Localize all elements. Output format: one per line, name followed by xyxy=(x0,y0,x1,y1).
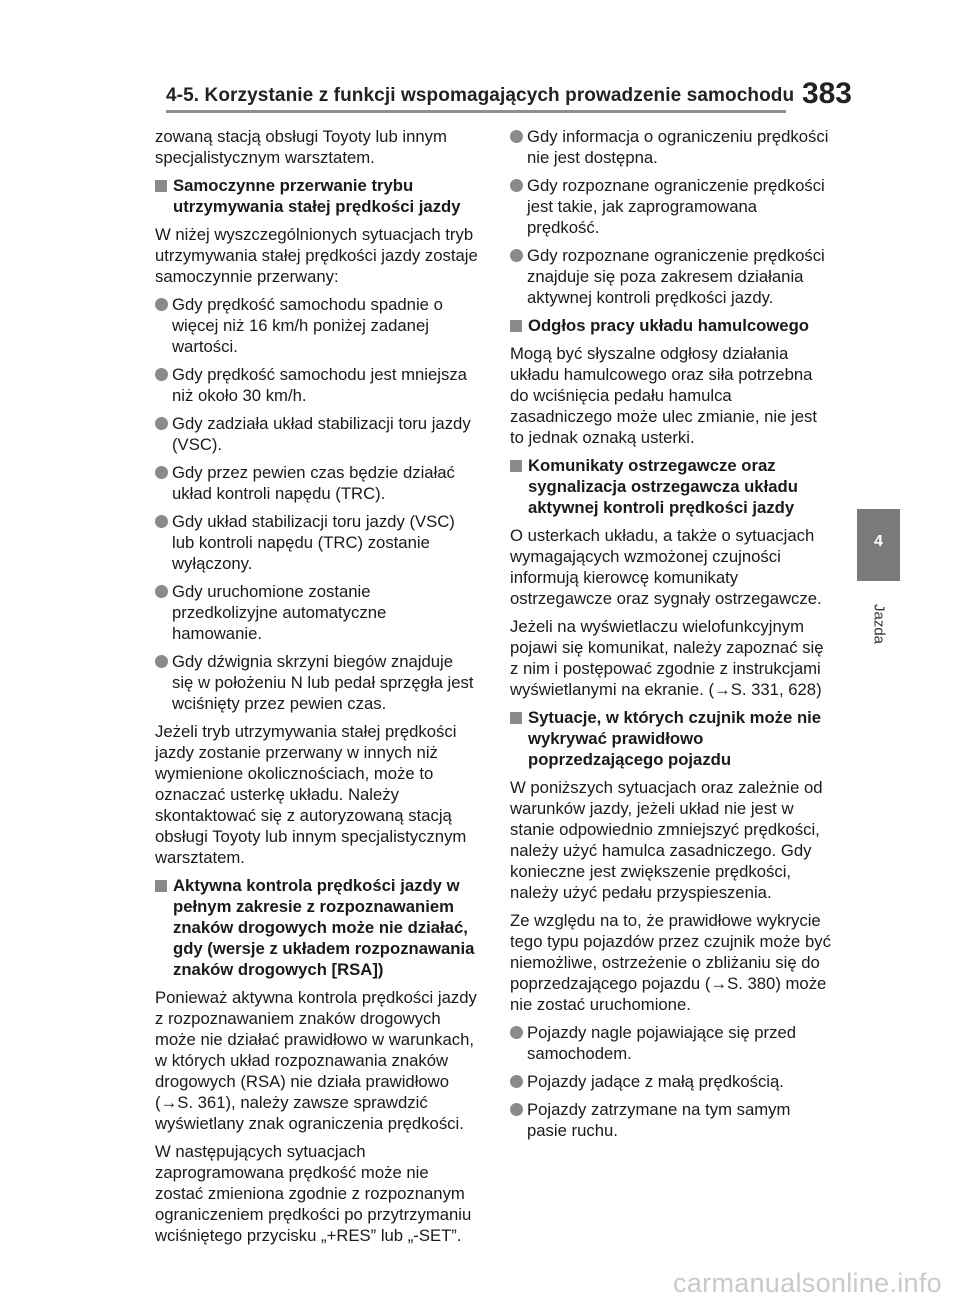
right-column xyxy=(510,126,833,1148)
bullet-item xyxy=(510,1099,833,1141)
section-heading xyxy=(155,875,478,980)
square-bullet-icon xyxy=(155,880,167,892)
section-title: 4-5. Korzystanie z funkcji wspomagających prowadzenie samochodu xyxy=(166,85,795,106)
bullet-item xyxy=(155,364,478,406)
paragraph: Ponieważ aktywna kontrola prędkości jazdy z rozpoznawaniem znaków drogowych może nie działać prawidłowo w warunkach, w których układ rozpoznawania znaków drogowych (RSA) nie działa prawidłowo (→S. 361), należy zawsze sprawdzić wyświetlany znak ograniczenia prędkości. xyxy=(155,988,477,1133)
circle-bullet-icon xyxy=(510,130,523,143)
page-header xyxy=(166,79,852,113)
paragraph: Jeżeli tryb utrzymywania stałej prędkości jazdy zostanie przerwany w innych niż wymienione okolicznościach, może to oznaczać usterkę układu. Należy skontaktować się z autoryzowaną stacją obsługi Toyoty lub innym specjalistycznym warsztatem. xyxy=(155,722,467,867)
bullet-item xyxy=(510,245,833,308)
circle-bullet-icon xyxy=(155,655,168,668)
circle-bullet-icon xyxy=(155,368,168,381)
chapter-label xyxy=(867,594,891,654)
bullet-text: Gdy układ stabilizacji toru jazdy (VSC) lub kontroli napędu (TRC) zostanie wyłączony. xyxy=(172,512,455,573)
circle-bullet-icon xyxy=(155,515,168,528)
bullet-item xyxy=(510,1071,833,1092)
heading-text: Komunikaty ostrzegawcze oraz sygnalizacja ostrzegawcza układu aktywnej kontroli prędkości jazdy xyxy=(528,456,798,517)
square-bullet-icon xyxy=(510,320,522,332)
square-bullet-icon xyxy=(510,712,522,724)
watermark: carmanualsonline.info xyxy=(673,1268,942,1298)
chapter-label-text: Jazda xyxy=(870,603,888,645)
paragraph: Jeżeli na wyświetlaczu wielofunkcyjnym pojawi się komunikat, należy zapoznać się z nim i postępować zgodnie z instrukcjami wyświetlanymi na ekranie. (→S. 331, 628) xyxy=(510,617,824,699)
bullet-text: Gdy zadziała układ stabilizacji toru jazdy (VSC). xyxy=(172,414,471,454)
page-number: 383 xyxy=(801,77,852,110)
bullet-text: Pojazdy jadące z małą prędkością. xyxy=(527,1072,784,1091)
paragraph: Ze względu na to, że prawidłowe wykrycie tego typu pojazdów przez czujnik może być niemożliwe, ostrzeżenie o zbliżaniu się do poprzedzającego pojazdu (→S. 380) może nie zostać uruchomione. xyxy=(510,911,831,1014)
chapter-number: 4 xyxy=(874,533,883,550)
heading-text: Odgłos pracy układu hamulcowego xyxy=(528,316,809,335)
circle-bullet-icon xyxy=(155,585,168,598)
chapter-tab[interactable] xyxy=(857,509,900,581)
bullet-text: Gdy prędkość samochodu jest mniejsza niż około 30 km/h. xyxy=(172,365,467,405)
bullet-item xyxy=(510,126,833,168)
heading-text: Sytuacje, w których czujnik może nie wykrywać prawidłowo poprzedzającego pojazdu xyxy=(528,708,822,769)
bullet-item xyxy=(510,175,833,238)
bullet-text: Gdy informacja o ograniczeniu prędkości nie jest dostępna. xyxy=(527,127,829,167)
paragraph: zowaną stacją obsługi Toyoty lub innym specjalistycznym warsztatem. xyxy=(155,127,447,167)
bullet-item xyxy=(155,511,478,574)
circle-bullet-icon xyxy=(155,298,168,311)
section-heading xyxy=(510,315,833,336)
circle-bullet-icon xyxy=(510,249,523,262)
bullet-item xyxy=(155,651,478,714)
bullet-text: Gdy prędkość samochodu spadnie o więcej niż 16 km/h poniżej zadanej wartości. xyxy=(172,295,443,356)
heading-text: Samoczynne przerwanie trybu utrzymywania stałej prędkości jazdy xyxy=(173,176,461,216)
section-heading xyxy=(155,175,478,217)
bullet-text: Gdy przez pewien czas będzie działać układ kontroli napędu (TRC). xyxy=(172,463,455,503)
bullet-text: Gdy rozpoznane ograniczenie prędkości znajduje się poza zakresem działania aktywnej kontroli prędkości jazdy. xyxy=(527,246,825,307)
paragraph: W następujących sytuacjach zaprogramowana prędkość może nie zostać zmieniona zgodnie z rozpoznanym ograniczeniem prędkości po przytrzymaniu wciśniętego przycisku „+RES” lub „-SET”. xyxy=(155,1142,472,1245)
bullet-text: Pojazdy zatrzymane na tym samym pasie ruchu. xyxy=(527,1100,791,1140)
bullet-text: Gdy uruchomione zostanie przedkolizyjne automatyczne hamowanie. xyxy=(172,582,387,643)
circle-bullet-icon xyxy=(510,1075,523,1088)
circle-bullet-icon xyxy=(510,1026,523,1039)
heading-text: Aktywna kontrola prędkości jazdy w pełnym zakresie z rozpoznawaniem znaków drogowych może nie działać, gdy (wersje z układem rozpoznawania znaków drogowych [RSA]) xyxy=(173,876,475,979)
paragraph: O usterkach układu, a także o sytuacjach wymagających wzmożonej czujności informują kierowcę komunikaty ostrzegawcze oraz sygnały ostrzegawcze. xyxy=(510,526,822,608)
section-heading xyxy=(510,707,833,770)
square-bullet-icon xyxy=(510,460,522,472)
header-divider xyxy=(166,110,786,113)
bullet-item xyxy=(510,1022,833,1064)
bullet-item xyxy=(155,413,478,455)
circle-bullet-icon xyxy=(510,179,523,192)
bullet-text: Gdy rozpoznane ograniczenie prędkości jest takie, jak zaprogramowana prędkość. xyxy=(527,176,825,237)
circle-bullet-icon xyxy=(155,417,168,430)
bullet-item xyxy=(155,294,478,357)
bullet-item xyxy=(155,462,478,504)
bullet-item xyxy=(155,581,478,644)
paragraph: Mogą być słyszalne odgłosy działania układu hamulcowego oraz siła potrzebna do wciśnięcia pedału hamulca zasadniczego może ulec zmianie, nie jest to jednak oznaką usterki. xyxy=(510,344,818,447)
bullet-text: Pojazdy nagle pojawiające się przed samochodem. xyxy=(527,1023,797,1063)
left-column xyxy=(155,126,478,1253)
paragraph: W niżej wyszczególnionych sytuacjach tryb utrzymywania stałej prędkości jazdy zostaje samoczynnie przerwany: xyxy=(155,225,478,286)
bullet-text: Gdy dźwignia skrzyni biegów znajduje się w położeniu N lub pedał sprzęgła jest wciśnięty przez pewien czas. xyxy=(172,652,474,713)
section-heading xyxy=(510,455,833,518)
square-bullet-icon xyxy=(155,180,167,192)
circle-bullet-icon xyxy=(155,466,168,479)
circle-bullet-icon xyxy=(510,1103,523,1116)
paragraph: W poniższych sytuacjach oraz zależnie od warunków jazdy, jeżeli układ nie jest w stanie odpowiednio zmniejszyć prędkości, należy użyć hamulca zasadniczego. Gdy konieczne jest zwiększenie prędkości, należy użyć pedału przyspieszenia. xyxy=(510,778,823,902)
